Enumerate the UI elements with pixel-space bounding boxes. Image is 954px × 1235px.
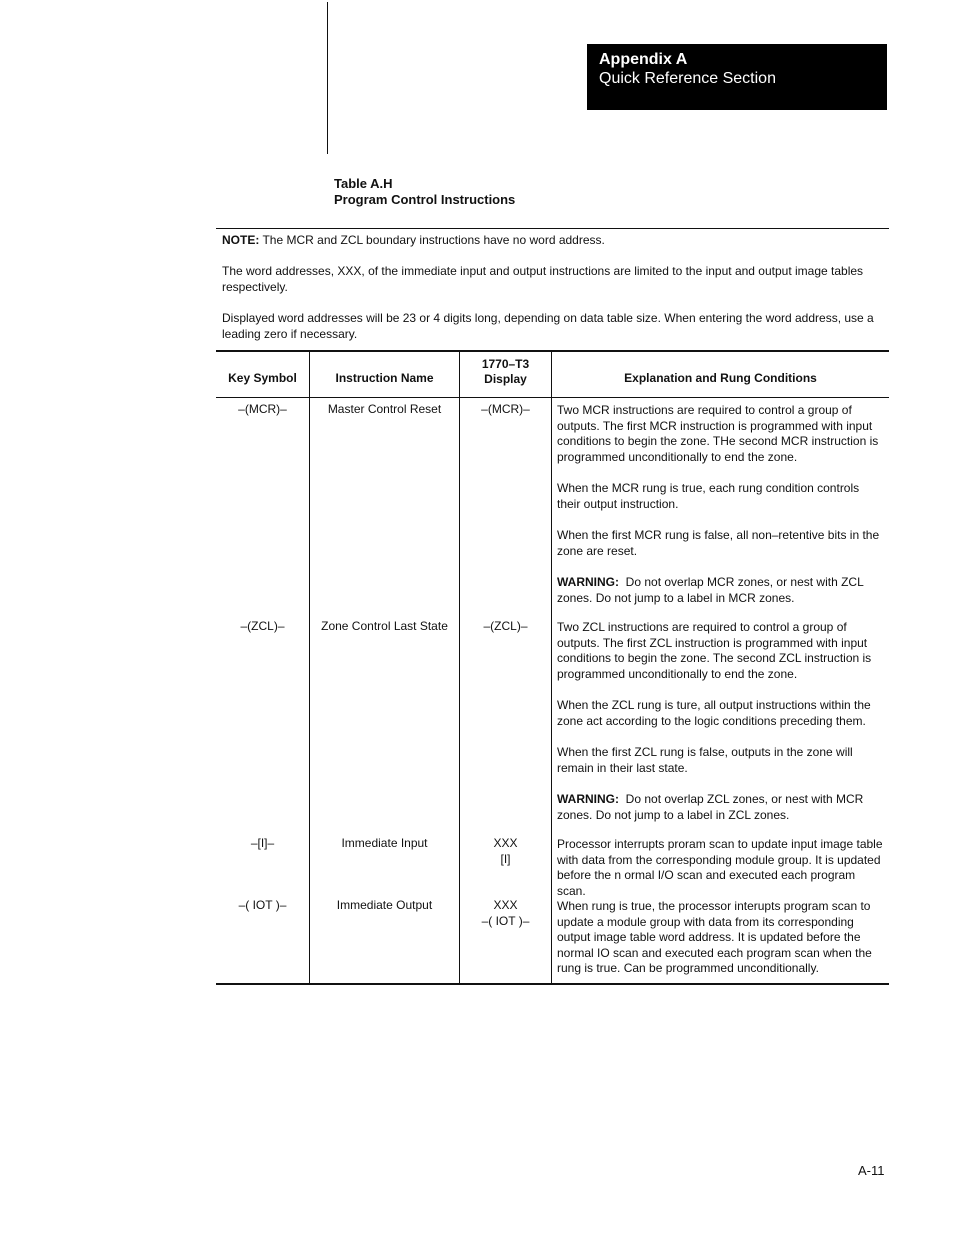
row-mcr-display [460,402,551,418]
row-iin-display-line2: [I] [500,851,511,866]
col-header-display [460,357,551,387]
col-header-display-model: 1770–T3 [481,357,530,371]
row-mcr-key: –(MCR)– [238,402,287,416]
row-zcl-para-3: When the first ZCL rung is false, outputs in the zone will remain in their last state. [557,745,853,775]
warning-text: Do not overlap ZCL zones, or nest with MCR zones. Do not jump to a label in ZCL zones. [557,792,864,822]
appendix-title: Appendix A [599,51,688,68]
table-caption [334,176,515,208]
row-iin-para-1: Processor interrupts proram scan to update input image table with data from the corresponding module group. It is updated before the n ormal I/O scan and executed each program scan. [557,837,883,898]
note-label: NOTE: [222,233,260,247]
row-iot-explanation [557,899,885,993]
appendix-header [587,44,887,110]
row-zcl-explanation [557,620,885,839]
page-number: A-11 [858,1163,885,1178]
row-mcr-para-2: When the MCR rung is true, each rung condition controls their output instruction. [557,481,860,511]
row-zcl-para-2: When the ZCL rung is ture, all output instructions within the zone act according to the logic conditions preceding them. [557,698,871,728]
row-zcl-key: –(ZCL)– [240,619,285,633]
row-zcl-warning [557,792,885,823]
row-iot-display-line1: XXX [493,898,518,912]
top-rule [216,228,889,229]
row-mcr-warning [557,575,885,606]
row-iin-name: Immediate Input [341,836,428,850]
row-iot-display [460,898,551,929]
row-iot-para-1: When rung is true, the processor interupts program scan to update a module group with data from its corresponding output image table word address. It is updated before the normal IO scan and executed each program scan when the rung is true. Can be programmed unconditionally. [557,899,872,975]
col-header-display-label: Display [484,372,527,386]
row-mcr-display-line1: –(MCR)– [481,402,530,416]
row-iot-name: Immediate Output [336,898,433,912]
col-sep-1 [309,352,310,985]
row-mcr-para-3: When the first MCR rung is false, all non–retentive bits in the zone are reset. [557,528,880,558]
row-iin-key: –[I]– [250,836,275,850]
instructions-table [216,350,889,985]
row-iin-display-line1: XXX [493,836,518,850]
word-address-paragraph: The word addresses, XXX, of the immediate input and output instructions are limited to the input and output image tables respectively. [222,264,864,294]
header-rule [216,397,889,398]
row-mcr-para-1: Two MCR instructions are required to control a group of outputs. The first MCR instruction is programmed with input conditions to begin the zone. THe second MCR instruction is programmed unconditionally to end the zone. [557,403,879,464]
digits-paragraph: Displayed word addresses will be 23 or 4 digits long, depending on data table size. When entering the word address, use a leading zero if necessary. [222,311,874,341]
warning-label: WARNING: [557,575,619,589]
col-header-key-symbol: Key Symbol [228,371,297,385]
warning-text: Do not overlap MCR zones, or nest with ZCL zones. Do not jump to a label in MCR zones. [557,575,864,605]
margin-rule [327,2,328,154]
table-number: Table A.H [334,176,393,191]
row-zcl-display [460,619,551,635]
table-name: Program Control Instructions [334,192,516,207]
col-header-explanation: Explanation and Rung Conditions [624,371,817,385]
warning-label: WARNING: [557,792,619,806]
row-zcl-display-line1: –(ZCL)– [483,619,528,633]
row-mcr-explanation [557,403,885,622]
row-iot-display-line2: –( IOT )– [481,913,530,928]
row-zcl-name: Zone Control Last State [321,619,448,633]
col-sep-3 [551,352,552,985]
note-paragraph [222,233,882,249]
note-text: The MCR and ZCL boundary instructions have no word address. [262,233,605,247]
section-title: Quick Reference Section [599,70,776,87]
col-sep-2 [459,352,460,985]
row-mcr-name: Master Control Reset [327,402,442,416]
row-iin-display [460,836,551,867]
col-header-instruction-name: Instruction Name [335,371,434,385]
row-iot-key: –( IOT )– [238,898,287,912]
row-zcl-para-1: Two ZCL instructions are required to control a group of outputs. The first ZCL instruction is programmed with input conditions to begin the zone. The second ZCL instruction is programmed unconditionally to end the zone. [557,620,872,681]
